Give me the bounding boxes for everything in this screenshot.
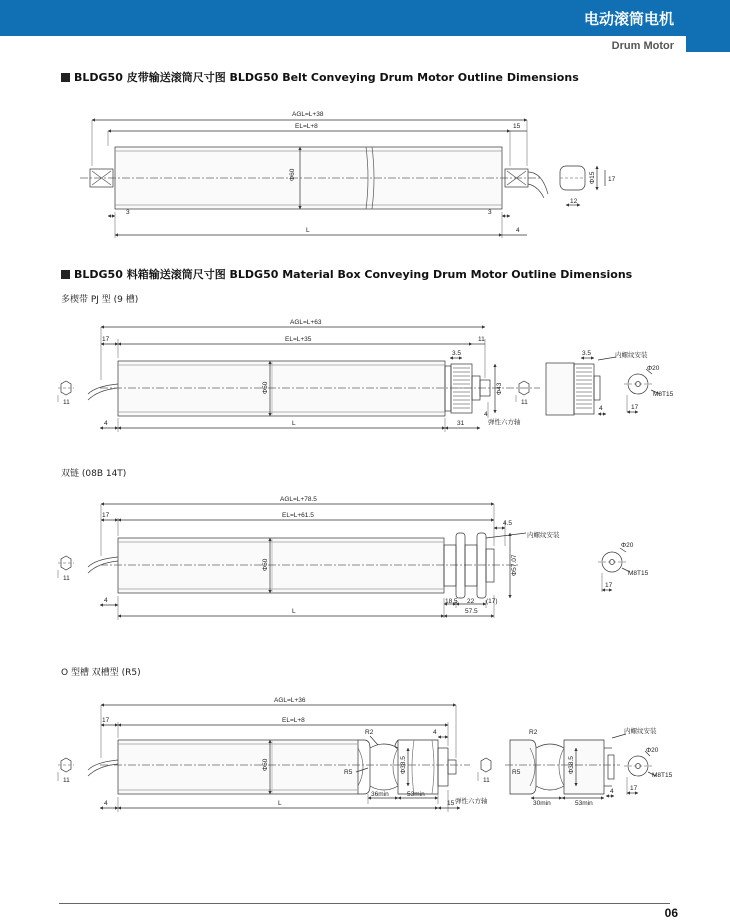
dim-phi60: Φ60 [289,168,296,181]
dim-4-b: 4 [610,788,614,795]
dim-m8t15: M8T15 [653,391,674,398]
dim-17b: 17 [605,582,613,589]
dim-11: 11 [478,336,485,343]
dim-4: 4 [104,597,108,604]
dim-phi38-5-b: Φ38.5 [568,756,575,774]
dim-agl: AGL=L+36 [274,697,306,704]
dim-30min: 30min [533,800,551,807]
dim-L: L [278,800,282,807]
drum-body [118,740,358,794]
dim-r5: R5 [344,769,353,776]
dim-11-hex: 11 [63,399,70,406]
dim-phi20: Φ20 [647,365,660,372]
page-number: 06 [664,906,678,920]
dim-m8t15: M8T15 [628,570,649,577]
drum-body [118,361,445,416]
dim-17: 17 [102,512,110,519]
drum-body [118,538,444,593]
header-subtitle: Drum Motor [611,40,674,52]
label-internal-thread: 内螺纹安装 [527,531,560,539]
dim-el: EL=L+61.5 [282,512,314,519]
dim-el: EL=L+8 [282,717,305,724]
dim-3-left: 3 [126,209,130,216]
dim-53min-b: 53min [575,800,593,807]
dim-15: 15 [447,800,455,807]
dim-phi50: Φ50 [262,381,269,394]
dim-phi43: Φ43 [496,382,503,395]
dim-17b: 17 [631,404,639,411]
dim-4: 4 [104,800,108,807]
dim-r2-b: R2 [529,729,538,736]
drawing-pj-drum [58,327,660,432]
dim-agl: AGL=L+38 [292,111,324,118]
dim-phi50: Φ50 [262,758,269,771]
dim-phi20: Φ20 [646,747,659,754]
dim-el: EL=L+8 [295,123,318,130]
drawing-o-groove-drum [58,705,656,812]
variant3-label: O 型槽 双槽型 (R5) [61,668,141,678]
dim-3-right: 3 [488,209,492,216]
dim-4c: 4 [599,405,603,412]
dim-36min: 36min [371,791,389,798]
dim-22: 22 [467,598,475,605]
dim-L: L [292,420,296,427]
dim-el: EL=L+35 [285,336,312,343]
dim-11-hex: 11 [63,777,70,784]
hex-shaft [448,760,456,774]
dim-57-5: 57.5 [465,608,478,615]
dim-17b: 17 [630,785,638,792]
footer-rule [59,903,670,904]
dim-17: 17 [102,717,110,724]
dim-15: 15 [513,123,521,130]
sprocket-2 [477,533,486,598]
dim-4-5: 4.5 [503,520,513,527]
pj-pulley [451,364,472,413]
label-internal-thread: 内螺纹安装 [615,351,648,359]
dim-L: L [306,227,310,234]
drawing-chain-drum [58,504,630,620]
drawing-belt-drum [80,120,605,238]
sprocket-1 [456,533,465,598]
label-hex-spring-shaft: 弹性六方轴 [488,418,521,426]
label-internal-thread: 内螺纹安装 [624,727,657,735]
dim-agl: AGL=L+63 [290,319,322,326]
dim-3-5: 3.5 [452,350,462,357]
dim-r5-b: R5 [512,769,521,776]
dim-phi15: Φ15 [589,171,596,184]
section1-title-text: BLDG50 皮带输送滚筒尺寸图 BLDG50 Belt Conveying Drum Motor Outline Dimensions [74,71,579,84]
dim-12: 12 [570,198,578,205]
section2-title-text: BLDG50 料箱输送滚筒尺寸图 BLDG50 Material Box Conveying Drum Motor Outline Dimensions [74,268,633,281]
dim-phi57: Φ57.07 [511,554,518,576]
label-hex-spring-shaft: 弹性六方轴 [455,797,488,805]
dim-agl: AGL=L+78.5 [280,496,317,503]
dim-phi50: Φ50 [262,558,269,571]
dim-11-hex: 11 [63,575,70,582]
dim-m8t15: M8T15 [652,772,673,779]
dim-17: 17 [608,176,616,183]
dim-17: 17 [102,336,110,343]
dim-phi20: Φ20 [621,542,634,549]
header-title: 电动滚筒电机 [583,10,674,28]
dim-18-5: 18.5 [445,598,458,605]
dim-4: 4 [516,227,520,234]
dim-17-paren: (17) [486,598,498,605]
dim-11-hex-b: 11 [483,777,490,784]
variant2-label: 双链 (08B 14T) [61,469,127,479]
hex-icon-right [481,758,491,772]
dim-L: L [292,608,296,615]
dim-31: 31 [457,420,465,427]
dim-11-hex-b: 11 [521,399,528,406]
dim-r2: R2 [365,729,374,736]
dim-53min: 53min [407,791,425,798]
dim-4: 4 [104,420,108,427]
dim-phi38-5: Φ38.5 [400,756,407,774]
dim-4-top: 4 [433,729,437,736]
dim-4b: 4 [484,411,488,418]
variant1-label: 多楔带 PJ 型 (9 槽) [61,295,139,305]
dim-3-5b: 3.5 [582,350,592,357]
